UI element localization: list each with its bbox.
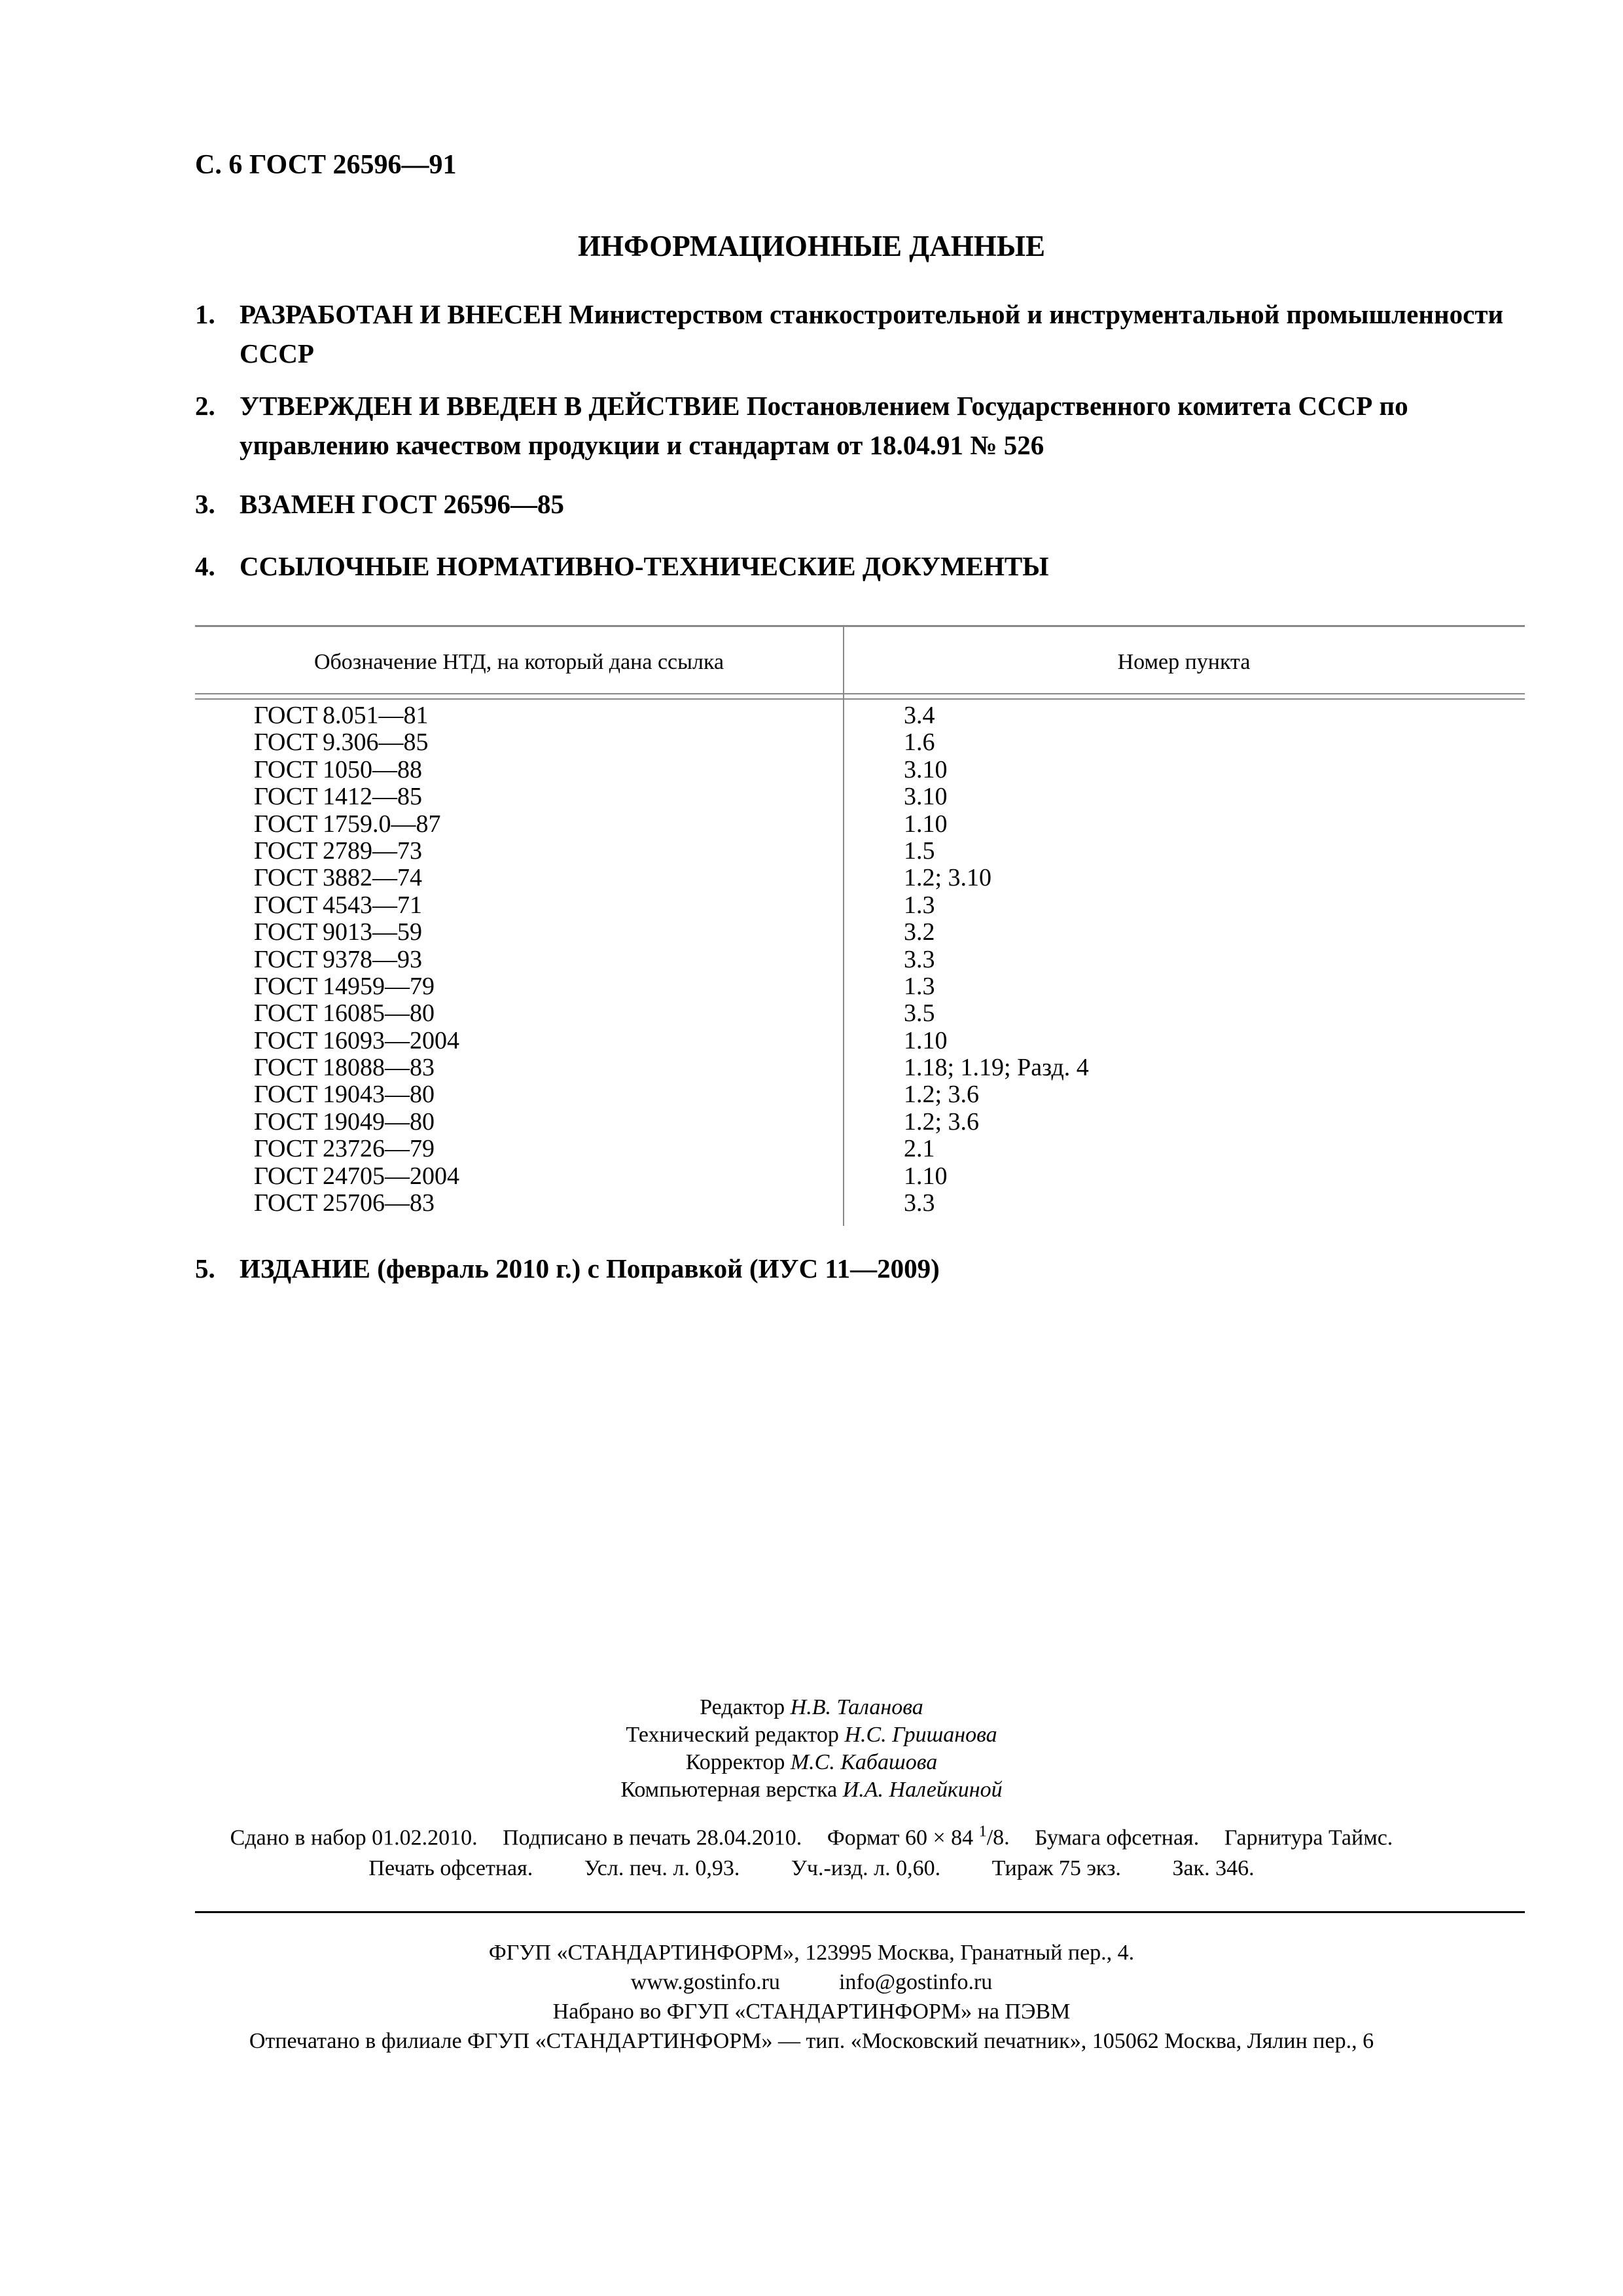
credit-name: Н.С. Гришанова xyxy=(844,1723,997,1747)
column-header-designation: Обозначение НТД, на который дана ссылка xyxy=(313,650,724,674)
table-row xyxy=(195,1054,1525,1081)
item-rest: Министерством станкостроительной и инструментальной промышленности СССР xyxy=(240,299,1504,368)
pub-pub-sheets: Уч.-изд. л. 0,60. xyxy=(791,1856,941,1880)
clause-number: 3.10 xyxy=(904,755,948,783)
clause-number: 3.3 xyxy=(904,1189,935,1217)
table-header-rule xyxy=(195,698,1525,700)
credit-tech-editor xyxy=(0,1721,1623,1749)
gost-code: 9.306—85 xyxy=(323,728,429,757)
table-row xyxy=(195,783,1525,810)
pub-sheets: Усл. печ. л. 0,93. xyxy=(584,1856,740,1880)
item-lead: ВЗАМЕН ГОСТ 26596—85 xyxy=(240,489,564,519)
page-header: С. 6 ГОСТ 26596—91 xyxy=(195,150,457,180)
clause-number: 3.5 xyxy=(904,999,935,1028)
gost-prefix: ГОСТ xyxy=(254,783,318,811)
pub-order: Зак. 346. xyxy=(1172,1856,1255,1880)
gost-code: 25706—83 xyxy=(323,1189,435,1217)
item-text xyxy=(240,295,1524,373)
info-item-4 xyxy=(195,547,1524,586)
pub-print-run: Тираж 75 экз. xyxy=(991,1856,1121,1880)
credit-name: М.С. Кабашова xyxy=(790,1750,938,1774)
table-row xyxy=(195,838,1525,865)
gost-prefix: ГОСТ xyxy=(254,918,318,946)
table-row xyxy=(195,973,1525,1000)
info-item-3 xyxy=(195,484,1524,524)
table-row xyxy=(195,1028,1525,1054)
gost-prefix: ГОСТ xyxy=(254,1135,318,1163)
clause-number: 1.10 xyxy=(904,810,948,838)
reference-table xyxy=(195,625,1525,1226)
clause-number: 3.10 xyxy=(904,783,948,811)
credit-name: Н.В. Таланова xyxy=(790,1695,923,1719)
credit-role: Корректор xyxy=(685,1750,785,1774)
item-text xyxy=(240,484,1524,524)
pub-format-fraction xyxy=(979,1825,1010,1850)
clause-number: 1.10 xyxy=(904,1026,948,1054)
credit-role: Редактор xyxy=(700,1695,785,1719)
item-rest: Постановлением Государственного комитета СССР по управлению качеством продукции и стандартам от 18.04.91 № 526 xyxy=(240,391,1408,460)
table-row xyxy=(195,757,1525,783)
pub-format-prefix: Формат 60 × 84 xyxy=(827,1825,974,1850)
info-item-1 xyxy=(195,295,1524,373)
gost-prefix: ГОСТ xyxy=(254,1081,318,1109)
pub-submitted: Сдано в набор 01.02.2010. xyxy=(230,1825,478,1850)
gost-code: 1050—88 xyxy=(323,755,422,783)
table-row xyxy=(195,1000,1525,1027)
item-number: 5. xyxy=(195,1253,215,1283)
pub-format xyxy=(827,1825,1010,1850)
publication-line-1 xyxy=(0,1823,1623,1850)
clause-number: 2.1 xyxy=(904,1135,935,1163)
clause-number: 3.3 xyxy=(904,945,935,973)
table-row xyxy=(195,729,1525,756)
table-row xyxy=(195,892,1525,919)
table-top-rule xyxy=(195,625,1525,627)
table-row xyxy=(195,1163,1525,1190)
clause-number: 1.3 xyxy=(904,891,935,919)
clause-number: 1.10 xyxy=(904,1162,948,1190)
credits-block xyxy=(0,1694,1623,1804)
gost-code: 4543—71 xyxy=(323,891,422,919)
item-number: 4. xyxy=(195,551,215,581)
pub-printing: Печать офсетная. xyxy=(368,1856,533,1880)
gost-prefix: ГОСТ xyxy=(254,891,318,919)
gost-prefix: ГОСТ xyxy=(254,972,318,1000)
table-row xyxy=(195,1190,1525,1217)
gost-prefix: ГОСТ xyxy=(254,728,318,757)
publisher-email: info@gostinfo.ru xyxy=(838,1970,993,1994)
pub-paper: Бумага офсетная. xyxy=(1035,1825,1200,1850)
fraction-denominator: /8. xyxy=(986,1825,1010,1850)
gost-code: 23726—79 xyxy=(323,1135,435,1163)
clause-number: 1.3 xyxy=(904,972,935,1000)
gost-prefix: ГОСТ xyxy=(254,702,318,729)
table-row xyxy=(195,811,1525,838)
table-body xyxy=(195,702,1525,1217)
gost-prefix: ГОСТ xyxy=(254,810,318,838)
table-row xyxy=(195,865,1525,891)
item-lead: ИЗДАНИЕ (февраль 2010 г.) с Поправкой (ИУС 11—2009) xyxy=(240,1253,940,1283)
pub-typeface: Гарнитура Таймс. xyxy=(1224,1825,1393,1850)
item-lead: ССЫЛОЧНЫЕ НОРМАТИВНО-ТЕХНИЧЕСКИЕ ДОКУМЕНТЫ xyxy=(240,551,1049,581)
item-text xyxy=(240,386,1524,465)
gost-code: 8.051—81 xyxy=(323,702,429,729)
printed-info: Отпечатано в филиале ФГУП «СТАНДАРТИНФОРМ» — тип. «Московский печатник», 105062 Москва, Лялин пер., 6 xyxy=(249,2029,1374,2053)
column-header-clause: Номер пункта xyxy=(1117,650,1251,674)
publisher-website: www.gostinfo.ru xyxy=(630,1970,780,1994)
fraction-numerator: 1 xyxy=(978,1823,987,1840)
gost-code: 1759.0—87 xyxy=(323,810,441,838)
clause-number: 1.18; 1.19; Разд. 4 xyxy=(904,1054,1089,1082)
table-row xyxy=(195,919,1525,946)
info-item-5 xyxy=(195,1249,1524,1288)
gost-code: 18088—83 xyxy=(323,1054,435,1082)
gost-code: 9378—93 xyxy=(323,945,422,973)
item-text xyxy=(240,1249,1524,1288)
table-row xyxy=(195,1109,1525,1136)
item-lead: РАЗРАБОТАН И ВНЕСЕН xyxy=(240,299,562,329)
gost-code: 19049—80 xyxy=(323,1107,435,1136)
item-text xyxy=(240,547,1524,586)
gost-prefix: ГОСТ xyxy=(254,836,318,865)
publisher-contacts xyxy=(0,1970,1623,1995)
clause-number: 1.6 xyxy=(904,728,935,757)
credit-role: Технический редактор xyxy=(626,1723,839,1747)
item-number: 3. xyxy=(195,489,215,519)
gost-code: 19043—80 xyxy=(323,1081,435,1109)
publisher-address: ФГУП «СТАНДАРТИНФОРМ», 123995 Москва, Гранатный пер., 4. xyxy=(488,1941,1135,1965)
table-row xyxy=(195,1136,1525,1162)
gost-prefix: ГОСТ xyxy=(254,1026,318,1054)
clause-number: 1.2; 3.6 xyxy=(904,1081,980,1109)
gost-prefix: ГОСТ xyxy=(254,1107,318,1136)
gost-code: 16085—80 xyxy=(323,999,435,1028)
gost-code: 24705—2004 xyxy=(323,1162,459,1190)
clause-number: 1.2; 3.6 xyxy=(904,1107,980,1136)
item-number: 1. xyxy=(195,299,215,329)
publication-line-2 xyxy=(0,1856,1623,1881)
gost-prefix: ГОСТ xyxy=(254,864,318,892)
gost-prefix: ГОСТ xyxy=(254,1189,318,1217)
gost-prefix: ГОСТ xyxy=(254,1162,318,1190)
gost-code: 3882—74 xyxy=(323,864,422,892)
gost-code: 14959—79 xyxy=(323,972,435,1000)
info-item-2 xyxy=(195,386,1524,465)
page-title: ИНФОРМАЦИОННЫЕ ДАННЫЕ xyxy=(578,230,1045,262)
gost-prefix: ГОСТ xyxy=(254,755,318,783)
gost-code: 2789—73 xyxy=(323,836,422,865)
pub-signed: Подписано в печать 28.04.2010. xyxy=(503,1825,802,1850)
table-row xyxy=(195,946,1525,973)
table-row xyxy=(195,702,1525,729)
clause-number: 1.2; 3.10 xyxy=(904,864,992,892)
credit-name: И.А. Налейкиной xyxy=(842,1778,1003,1802)
item-lead: УТВЕРЖДЕН И ВВЕДЕН В ДЕЙСТВИЕ xyxy=(240,391,740,421)
typeset-info: Набрано во ФГУП «СТАНДАРТИНФОРМ» на ПЭВМ xyxy=(552,2000,1071,2024)
table-row xyxy=(195,1081,1525,1108)
gost-prefix: ГОСТ xyxy=(254,945,318,973)
clause-number: 3.4 xyxy=(904,702,935,729)
item-number: 2. xyxy=(195,391,215,421)
clause-number: 3.2 xyxy=(904,918,935,946)
gost-prefix: ГОСТ xyxy=(254,999,318,1028)
table-header-rule xyxy=(195,693,1525,694)
clause-number: 1.5 xyxy=(904,836,935,865)
footer-divider xyxy=(195,1911,1525,1913)
gost-code: 16093—2004 xyxy=(323,1026,459,1054)
credit-proofreader xyxy=(0,1749,1623,1776)
credit-layout xyxy=(0,1776,1623,1804)
credit-role: Компьютерная верстка xyxy=(620,1778,838,1802)
gost-code: 9013—59 xyxy=(323,918,422,946)
gost-prefix: ГОСТ xyxy=(254,1054,318,1082)
credit-editor xyxy=(0,1694,1623,1721)
gost-code: 1412—85 xyxy=(323,783,422,811)
